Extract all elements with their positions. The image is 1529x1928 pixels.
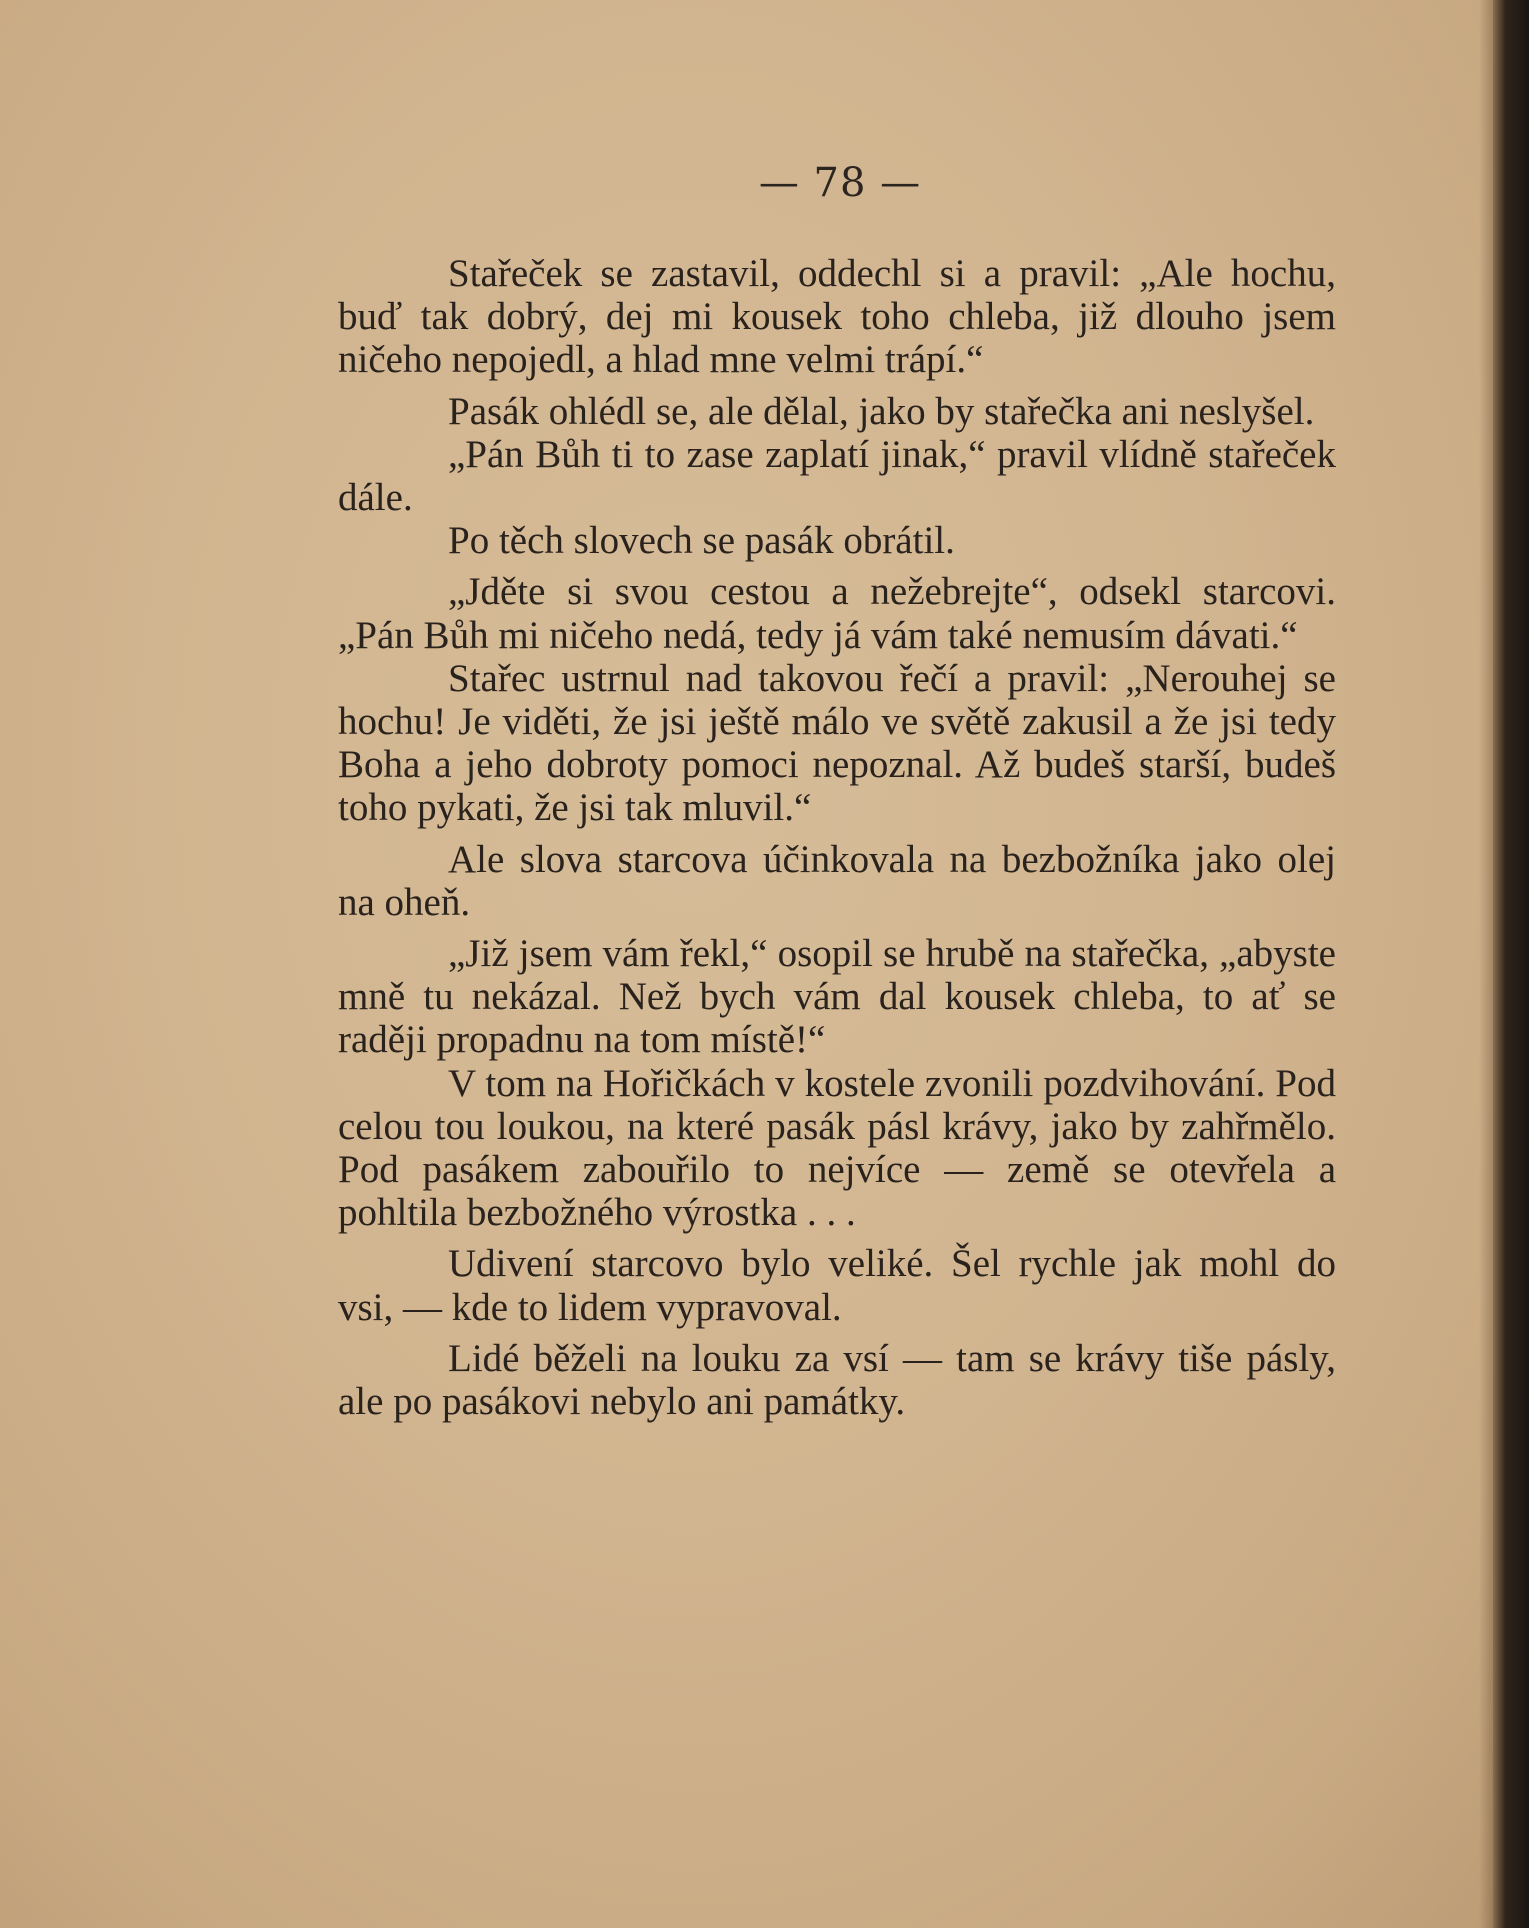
- paragraph: Stařeček se zastavil, oddechl si a pravil: „Ale hochu, buď tak dobrý, dej mi kousek toho chleba, již dlouho jsem ničeho nepojedl, a hlad mne velmi trápí.“: [338, 252, 1336, 382]
- paragraph: Lidé běželi na louku za vsí — tam se krávy tiše pásly, ale po pasákovi nebylo ani památky.: [338, 1336, 1336, 1424]
- paragraph: Stařec ustrnul nad takovou řečí a pravil: „Nerouhej se hochu! Je viděti, že jsi ještě málo ve světě zakusil a že jsi tedy Boha a jeho dobroty pomoci nepoznal. Až budeš starší, budeš toho pykati, že jsi tak mluvil.“: [338, 656, 1336, 830]
- body-text: [338, 252, 1336, 1423]
- paragraph: Udivení starcovo bylo veliké. Šel rychle jak mohl do vsi, — kde to lidem vypravoval.: [338, 1242, 1336, 1329]
- paragraph: „Pán Bůh ti to zase zaplatí jinak,“ pravil vlídně stařeček dále.: [338, 432, 1336, 520]
- page-number: — 78 —: [758, 160, 922, 206]
- paragraph: Po těch slovech se pasák obrátil.: [448, 519, 955, 563]
- page-shadow: [1479, 0, 1493, 1928]
- paragraph: V tom na Hořičkách v kostele zvonili pozdvihování. Pod celou tou loukou, na které pasák pásl krávy, jako by zahřmělo. Pod pasákem zabouřilo to nejvíce — země se otevřela a pohltila bezbožného výrostka . . .: [338, 1061, 1336, 1235]
- paragraph: Pasák ohlédl se, ale dělal, jako by stařečka ani neslyšel.: [448, 389, 1315, 433]
- paragraph: „Již jsem vám řekl,“ osopil se hrubě na stařečka, „abyste mně tu nekázal. Než bych vám dal kousek chleba, to ať se raději propadnu na tom místě!“: [338, 932, 1336, 1062]
- book-spine-edge: [1493, 0, 1529, 1928]
- paragraph: „Jděte si svou cestou a nežebrejte“, odsekl starcovi. „Pán Bůh mi ničeho nedá, tedy já vám také nemusím dávati.“: [338, 570, 1336, 657]
- paragraph: Ale slova starcova účinkovala na bezbožníka jako olej na oheň.: [338, 837, 1336, 924]
